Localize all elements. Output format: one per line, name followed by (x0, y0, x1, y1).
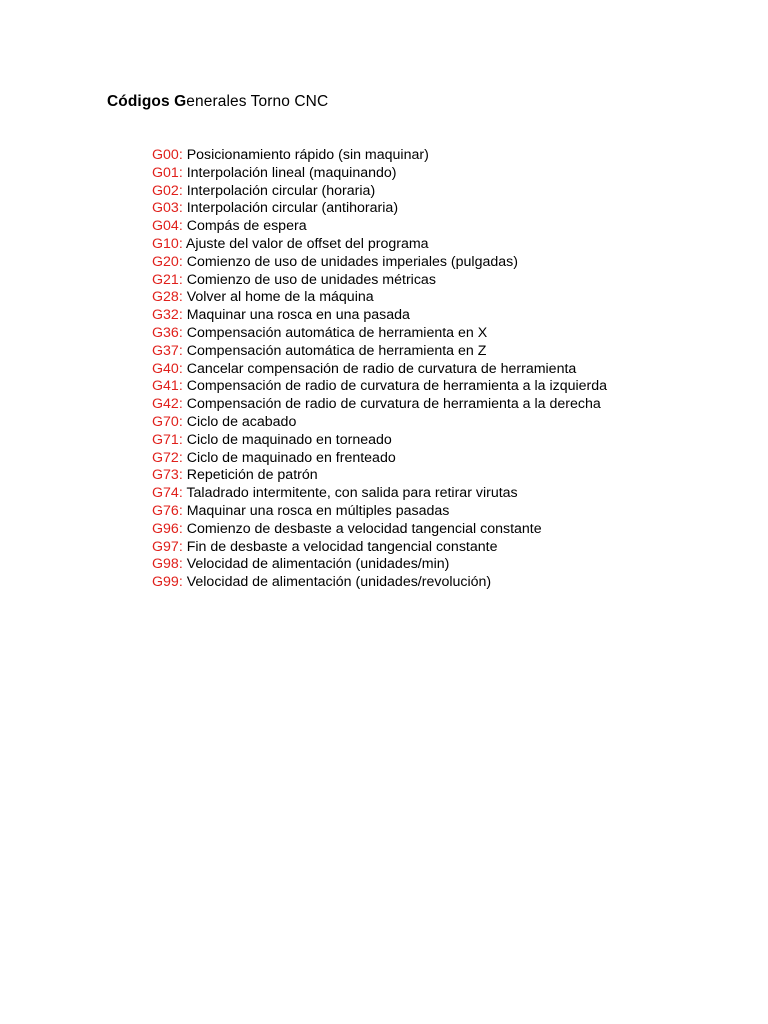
g-code-label: G32: (152, 307, 183, 324)
g-code-label: G03: (152, 200, 183, 217)
list-item (152, 343, 607, 361)
list-item (152, 289, 607, 307)
list-item (152, 467, 607, 485)
g-code-label: G21: (152, 271, 183, 288)
g-code-description: Interpolación lineal (maquinando) (182, 164, 397, 181)
g-code-description: Compensación de radio de curvatura de herramienta a la izquierda (182, 378, 608, 395)
g-code-label: G74: (152, 485, 183, 502)
list-item (152, 307, 607, 325)
g-code-description: Ciclo de maquinado en frenteado (182, 449, 396, 466)
g-code-description: Cancelar compensación de radio de curvatura de herramienta (182, 360, 577, 377)
list-item (152, 218, 607, 236)
g-code-label: G00: (152, 147, 183, 163)
list-item (152, 574, 607, 592)
list-item (152, 485, 607, 503)
list-item (152, 450, 607, 468)
g-code-description: Compás de espera (182, 218, 307, 235)
g-code-label: G70: (152, 413, 183, 430)
list-item (152, 325, 607, 343)
list-item (152, 254, 607, 272)
list-item (152, 539, 607, 557)
g-code-label: G76: (152, 502, 183, 519)
list-item (152, 503, 607, 521)
g-code-label: G37: (152, 342, 183, 359)
list-item (152, 183, 607, 201)
list-item (152, 378, 607, 396)
g-code-label: G40: (152, 360, 183, 377)
g-code-label: G42: (152, 396, 183, 413)
g-code-label: G36: (152, 324, 183, 341)
g-code-description: Fin de desbaste a velocidad tangencial constante (182, 538, 498, 555)
g-code-description: Taladrado intermitente, con salida para retirar virutas (182, 485, 518, 502)
list-item (152, 236, 607, 254)
g-code-description: Compensación automática de herramienta en Z (182, 342, 487, 359)
list-item (152, 200, 607, 218)
g-code-label: G71: (152, 431, 183, 448)
list-item (152, 361, 607, 379)
g-code-label: G28: (152, 289, 183, 306)
g-code-label: G72: (152, 449, 183, 466)
list-item (152, 432, 607, 450)
g-code-description: Compensación de radio de curvatura de herramienta a la derecha (182, 396, 601, 413)
g-code-label: G97: (152, 538, 183, 555)
g-code-label: G41: (152, 378, 183, 395)
list-item (152, 556, 607, 574)
list-item (152, 396, 607, 414)
g-code-description: Ciclo de maquinado en torneado (182, 431, 392, 448)
list-item (152, 147, 607, 165)
g-code-label: G73: (152, 467, 183, 484)
g-code-label: G99: (152, 574, 183, 591)
list-item (152, 521, 607, 539)
g-code-description: Comienzo de desbaste a velocidad tangencial constante (182, 520, 542, 537)
list-item (152, 165, 607, 183)
g-code-label: G98: (152, 556, 183, 573)
g-code-description: Ajuste del valor de offset del programa (182, 235, 429, 252)
list-item (152, 414, 607, 432)
g-code-description: Interpolación circular (antihoraria) (182, 200, 399, 217)
g-code-label: G01: (152, 164, 183, 181)
g-code-description: Compensación automática de herramienta en X (182, 324, 488, 341)
g-code-description: Maquinar una rosca en múltiples pasadas (182, 502, 450, 519)
page-title (107, 93, 328, 111)
title-rest: enerales Torno CNC (186, 93, 329, 110)
title-bold-word: Códigos (107, 93, 170, 110)
g-code-label: G02: (152, 182, 183, 199)
g-code-label: G20: (152, 253, 183, 270)
g-code-description: Repetición de patrón (182, 467, 318, 484)
g-code-description: Maquinar una rosca en una pasada (182, 307, 410, 324)
g-code-list (152, 147, 607, 592)
g-code-description: Interpolación circular (horaria) (182, 182, 376, 199)
list-item (152, 272, 607, 290)
g-code-description: Ciclo de acabado (182, 413, 297, 430)
g-code-description: Velocidad de alimentación (unidades/min) (182, 556, 450, 573)
g-code-description: Volver al home de la máquina (182, 289, 374, 306)
g-code-description: Posicionamiento rápido (sin maquinar) (182, 147, 429, 163)
g-code-label: G10: (152, 235, 183, 252)
title-bold-letter: G (174, 93, 187, 110)
g-code-label: G96: (152, 520, 183, 537)
g-code-label: G04: (152, 218, 183, 235)
g-code-description: Velocidad de alimentación (unidades/revolución) (182, 574, 492, 591)
g-code-description: Comienzo de uso de unidades métricas (182, 271, 436, 288)
g-code-description: Comienzo de uso de unidades imperiales (pulgadas) (182, 253, 518, 270)
